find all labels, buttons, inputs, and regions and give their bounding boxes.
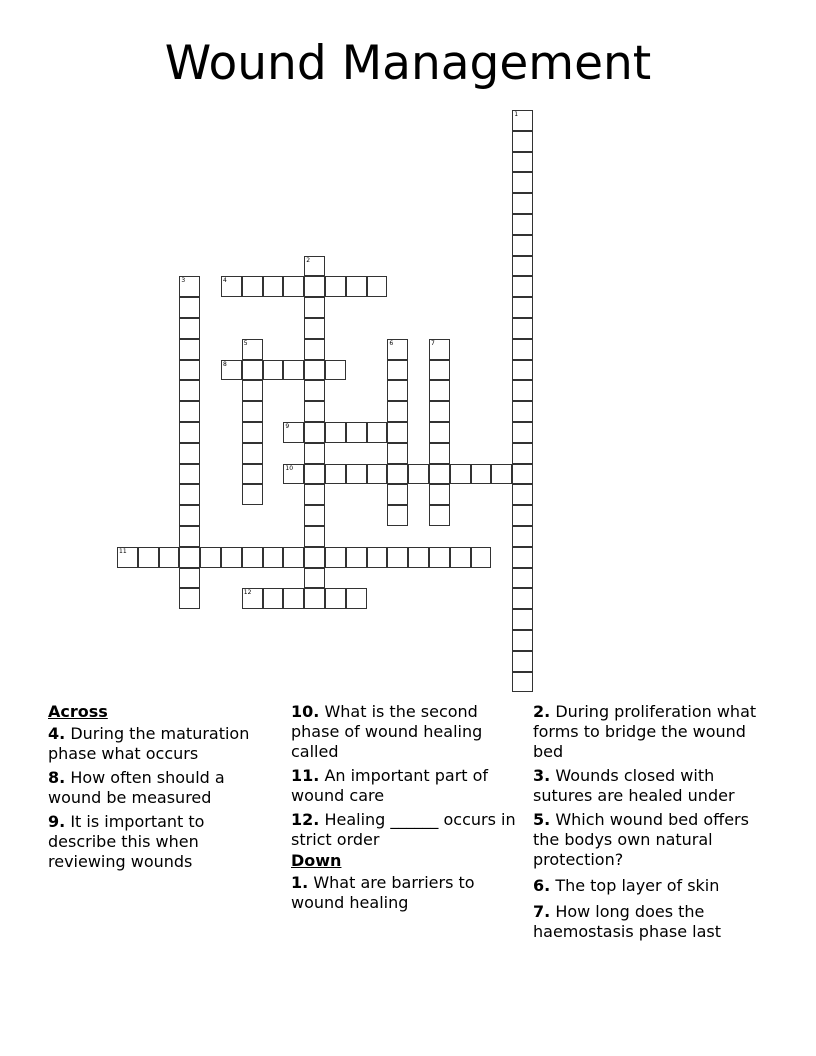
grid-cell[interactable]: [512, 422, 533, 443]
grid-cell[interactable]: [138, 547, 159, 568]
grid-cell[interactable]: [179, 360, 200, 381]
grid-cell[interactable]: [512, 630, 533, 651]
grid-cell[interactable]: [512, 318, 533, 339]
grid-cell[interactable]: [346, 547, 367, 568]
grid-cell[interactable]: [429, 443, 450, 464]
grid-cell[interactable]: [387, 505, 408, 526]
clue-across-10: 10. What is the second phase of wound healing called: [291, 702, 483, 761]
grid-cell[interactable]: [179, 297, 200, 318]
grid-cell[interactable]: [242, 339, 263, 360]
grid-cell[interactable]: [429, 505, 450, 526]
clues-column-3: [533, 702, 768, 946]
grid-cell[interactable]: [512, 401, 533, 422]
grid-cell[interactable]: [512, 297, 533, 318]
grid-cell[interactable]: [367, 276, 388, 297]
grid-cell[interactable]: [512, 193, 533, 214]
grid-cell[interactable]: [512, 110, 533, 131]
grid-cell[interactable]: [491, 464, 512, 485]
grid-cell[interactable]: [304, 380, 325, 401]
clue-number: 4: [223, 277, 227, 285]
grid-cell[interactable]: [387, 443, 408, 464]
grid-cell[interactable]: [200, 547, 221, 568]
grid-cell[interactable]: [283, 547, 304, 568]
grid-cell[interactable]: [450, 464, 471, 485]
grid-cell[interactable]: [346, 276, 367, 297]
grid-cell[interactable]: [263, 360, 284, 381]
grid-cell[interactable]: [304, 360, 325, 381]
grid-cell[interactable]: [263, 276, 284, 297]
grid-cell[interactable]: [179, 526, 200, 547]
clue-down-1: 1. What are barriers to wound healing: [291, 873, 475, 912]
grid-cell[interactable]: [387, 547, 408, 568]
clue-number: 8: [223, 360, 227, 368]
grid-cell[interactable]: [304, 297, 325, 318]
clue-number: 10: [285, 464, 294, 472]
grid-cell[interactable]: [408, 547, 429, 568]
grid-cell[interactable]: [242, 547, 263, 568]
grid-cell[interactable]: [512, 214, 533, 235]
grid-cell[interactable]: [512, 568, 533, 589]
grid-cell[interactable]: [304, 464, 325, 485]
clue-across-11: 11. An important part of wound care: [291, 766, 489, 805]
grid-cell[interactable]: [512, 651, 533, 672]
grid-cell[interactable]: [512, 526, 533, 547]
grid-cell[interactable]: [512, 256, 533, 277]
clue-across-12: 12. Healing ______ occurs in strict order: [291, 810, 516, 849]
page-title: Wound Management: [164, 36, 652, 91]
grid-cell[interactable]: [512, 380, 533, 401]
grid-cell[interactable]: [325, 547, 346, 568]
grid-cell[interactable]: [304, 318, 325, 339]
clue-number: 6: [389, 339, 394, 347]
grid-cell[interactable]: [387, 401, 408, 422]
clue-number: 12: [243, 589, 252, 597]
grid-cell[interactable]: [429, 484, 450, 505]
grid-cell[interactable]: [179, 464, 200, 485]
grid-cell[interactable]: [512, 339, 533, 360]
grid-cell[interactable]: [242, 464, 263, 485]
grid-cell[interactable]: [159, 547, 180, 568]
grid-cell[interactable]: [304, 505, 325, 526]
grid-cell[interactable]: [429, 360, 450, 381]
grid-cell[interactable]: [512, 484, 533, 505]
grid-cell[interactable]: [242, 360, 263, 381]
grid-cell[interactable]: [325, 422, 346, 443]
grid-cell[interactable]: [512, 464, 533, 485]
grid-cell[interactable]: [117, 547, 138, 568]
grid-cell[interactable]: [179, 318, 200, 339]
grid-cell[interactable]: [512, 235, 533, 256]
grid-cell[interactable]: [283, 588, 304, 609]
grid-cell[interactable]: [304, 547, 325, 568]
grid-cell[interactable]: [512, 588, 533, 609]
grid-cell[interactable]: [325, 464, 346, 485]
grid-cell[interactable]: [387, 360, 408, 381]
clue-down-5: 5. Which wound bed offers the bodys own natural protection?: [533, 810, 749, 869]
clue-across-4: 4. During the maturation phase what occurs: [48, 724, 250, 763]
grid-cell[interactable]: [283, 464, 304, 485]
grid-cell[interactable]: [512, 505, 533, 526]
grid-cell[interactable]: [429, 401, 450, 422]
clue-across-9: 9. It is important to describe this when reviewing wounds: [48, 812, 205, 871]
grid-cell[interactable]: [283, 360, 304, 381]
grid-cell[interactable]: [367, 422, 388, 443]
grid-cell[interactable]: [242, 588, 263, 609]
grid-cell[interactable]: [471, 464, 492, 485]
clue-down-3: 3. Wounds closed with sutures are healed under: [533, 766, 735, 805]
grid-cell[interactable]: [242, 401, 263, 422]
grid-cell[interactable]: [512, 672, 533, 693]
clue-number: 3: [181, 277, 186, 285]
grid-cell[interactable]: [179, 401, 200, 422]
clue-across-8: 8. How often should a wound be measured: [48, 768, 225, 807]
clues-column-1: [48, 702, 273, 876]
grid-cell[interactable]: [304, 256, 325, 277]
grid-cell[interactable]: [512, 609, 533, 630]
clue-down-2: 2. During proliferation what forms to bridge the wound bed: [533, 702, 757, 761]
grid-cell[interactable]: [429, 422, 450, 443]
grid-cell[interactable]: [304, 339, 325, 360]
grid-cell[interactable]: [283, 276, 304, 297]
grid-cell[interactable]: [512, 443, 533, 464]
grid-cell[interactable]: [221, 360, 242, 381]
grid-cell[interactable]: [179, 380, 200, 401]
grid-cell[interactable]: [346, 588, 367, 609]
grid-cell[interactable]: [179, 547, 200, 568]
clue-number: 9: [285, 423, 290, 430]
clue-down-6: 6. The top layer of skin: [533, 876, 720, 895]
grid-cell[interactable]: [179, 568, 200, 589]
grid-cell[interactable]: [367, 464, 388, 485]
grid-cell[interactable]: [179, 422, 200, 443]
grid-cell[interactable]: [242, 422, 263, 443]
down-heading: Down: [291, 851, 342, 870]
clue-number: 2: [306, 256, 311, 264]
grid-cell[interactable]: [304, 401, 325, 422]
grid-cell[interactable]: [429, 547, 450, 568]
grid-cell[interactable]: [325, 276, 346, 297]
clues-column-2: [291, 702, 516, 917]
clue-number: 1: [514, 111, 519, 118]
grid-cell[interactable]: [429, 339, 450, 360]
grid-cell[interactable]: [346, 422, 367, 443]
clue-number: 5: [243, 339, 248, 347]
grid-cell[interactable]: [512, 152, 533, 173]
grid-cell[interactable]: [367, 547, 388, 568]
grid-cell[interactable]: [221, 547, 242, 568]
grid-cell[interactable]: [387, 464, 408, 485]
grid-cell[interactable]: [304, 443, 325, 464]
grid-cell[interactable]: [304, 526, 325, 547]
grid-cell[interactable]: [512, 276, 533, 297]
grid-cell[interactable]: [242, 443, 263, 464]
grid-cell[interactable]: [179, 588, 200, 609]
grid-cell[interactable]: [304, 422, 325, 443]
grid-cell[interactable]: [346, 464, 367, 485]
grid-cell[interactable]: [325, 360, 346, 381]
grid-cell[interactable]: [304, 276, 325, 297]
grid-cell[interactable]: [179, 276, 200, 297]
grid-cell[interactable]: [387, 380, 408, 401]
grid-cell[interactable]: [512, 131, 533, 152]
grid-cell[interactable]: [242, 276, 263, 297]
clue-number: 7: [431, 339, 435, 347]
grid-cell[interactable]: [429, 464, 450, 485]
grid-cell[interactable]: [179, 443, 200, 464]
across-heading: Across: [48, 702, 108, 721]
grid-cell[interactable]: [408, 464, 429, 485]
grid-cell[interactable]: [179, 484, 200, 505]
grid-cell[interactable]: [242, 484, 263, 505]
grid-cell[interactable]: [283, 422, 304, 443]
clue-down-7: 7. How long does the haemostasis phase last: [533, 902, 722, 941]
grid-cell[interactable]: [263, 588, 284, 609]
grid-cell[interactable]: [304, 484, 325, 505]
grid-cell[interactable]: [263, 547, 284, 568]
grid-cell[interactable]: [387, 422, 408, 443]
grid-cell[interactable]: [512, 360, 533, 381]
grid-cell[interactable]: [304, 588, 325, 609]
grid-cell[interactable]: [242, 380, 263, 401]
grid-cell[interactable]: [471, 547, 492, 568]
grid-cell[interactable]: [325, 588, 346, 609]
grid-cell[interactable]: [179, 339, 200, 360]
grid-cell[interactable]: [221, 276, 242, 297]
grid-cell[interactable]: [429, 380, 450, 401]
grid-cell[interactable]: [304, 568, 325, 589]
grid-cell[interactable]: [450, 547, 471, 568]
grid-cell[interactable]: [387, 484, 408, 505]
grid-cell[interactable]: [512, 172, 533, 193]
clue-number: 11: [119, 547, 127, 555]
grid-cell[interactable]: [179, 505, 200, 526]
grid-cell[interactable]: [512, 547, 533, 568]
grid-cell[interactable]: [387, 339, 408, 360]
